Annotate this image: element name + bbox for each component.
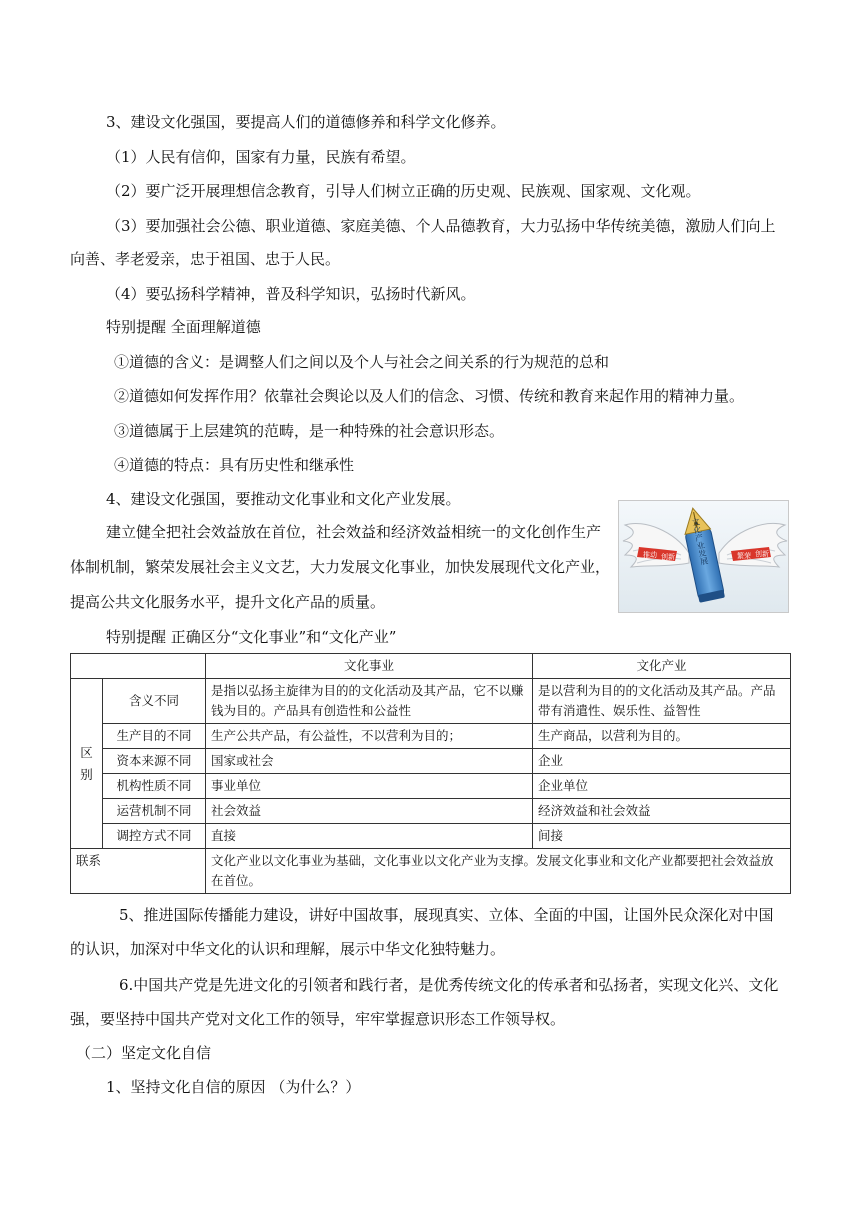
- table-row: [71, 824, 791, 849]
- item3-title: 3、建设文化强国，要提高人们的道德修养和科学文化修养。: [106, 113, 506, 131]
- table-cell: 社会效益: [206, 799, 533, 824]
- table-cell: 间接: [533, 824, 791, 849]
- table-cell: 是以营利为目的的文化活动及其产品。产品带有消遣性、娱乐性、益智性: [533, 679, 791, 724]
- tip-title-morality: 特别提醒 全面理解道德: [106, 318, 261, 336]
- winged-pen-icon: [619, 501, 789, 613]
- svg-text:创新: 创新: [661, 553, 675, 561]
- item3-point2: （2）要广泛开展理想信念教育，引导人们树立正确的历史观、民族观、国家观、文化观。: [106, 182, 701, 200]
- table-group-label-difference: 区 别: [71, 679, 103, 849]
- table-row: [71, 799, 791, 824]
- table-row-label: 含义不同: [103, 679, 206, 724]
- item3-point3: （3）要加强社会公德、职业道德、家庭美德、个人品德教育，大力弘扬中华传统美德，激励人们向上: [106, 217, 776, 235]
- item4-line2: 体制机制，繁荣发展社会主义文艺，大力发展文化事业，加快发展现代文化产业，: [70, 558, 611, 576]
- table-row-label: 运营机制不同: [103, 799, 206, 824]
- culture-comparison-table: [70, 653, 791, 894]
- item6-line2: 强，要坚持中国共产党对文化工作的领导，牢牢掌握意识形态工作领导权。: [70, 1010, 566, 1028]
- table-cell: 直接: [206, 824, 533, 849]
- table-cell: 生产商品，以营利为目的。: [533, 724, 791, 749]
- item3-point3-cont: 向善、孝老爱亲，忠于祖国、忠于人民。: [70, 250, 341, 268]
- item5-line1: 5、推进国际传播能力建设，讲好中国故事，展现真实、立体、全面的中国，让国外民众深化对中国: [119, 906, 774, 924]
- table-row: [71, 679, 791, 724]
- table-cell: 企业单位: [533, 774, 791, 799]
- tip-title-culture: 特别提醒 正确区分“文化事业”和“文化产业”: [106, 628, 397, 646]
- table-row-label: 资本来源不同: [103, 749, 206, 774]
- item3-point4: （4）要弘扬科学精神，普及科学知识，弘扬时代新风。: [106, 285, 476, 303]
- table-cell: 生产公共产品，有公益性，不以营利为目的；: [206, 724, 533, 749]
- table-cell: 企业: [533, 749, 791, 774]
- tip-morality-1: ①道德的含义：是调整人们之间以及个人与社会之间关系的行为规范的总和: [114, 353, 610, 371]
- table-row: [71, 724, 791, 749]
- svg-text:推动: 推动: [643, 551, 657, 559]
- tip-morality-3: ③道德属于上层建筑的范畴，是一种特殊的社会意识形态。: [114, 422, 505, 440]
- table-header-cultural-industry: 文化产业: [533, 654, 791, 679]
- svg-text:文化产业发展: 文化产业发展: [690, 517, 710, 566]
- table-row-label: 机构性质不同: [103, 774, 206, 799]
- table-cell: 是指以弘扬主旋律为目的的文化活动及其产品，它不以赚钱为目的。产品具有创造性和公益性: [206, 679, 533, 724]
- table-row: [71, 749, 791, 774]
- item6-line1: 6.中国共产党是先进文化的引领者和践行者，是优秀传统文化的传承者和弘扬者，实现文化兴、文化: [119, 976, 779, 994]
- table-header-cultural-undertakings: 文化事业: [206, 654, 533, 679]
- table-cell: 事业单位: [206, 774, 533, 799]
- table-row: [71, 774, 791, 799]
- table-cell: 经济效益和社会效益: [533, 799, 791, 824]
- item4-title: 4、建设文化强国，要推动文化事业和文化产业发展。: [106, 490, 461, 508]
- svg-text:繁荣: 繁荣: [737, 552, 751, 560]
- table-cell: 国家或社会: [206, 749, 533, 774]
- item5-line2: 的认识，加深对中华文化的认识和理解，展示中华文化独特魅力。: [70, 940, 506, 958]
- tip-morality-4: ④道德的特点：具有历史性和继承性: [114, 456, 355, 474]
- table-corner-cell: [71, 654, 206, 679]
- item3-point1: （1）人民有信仰，国家有力量，民族有希望。: [106, 148, 416, 166]
- part2-title: （二）坚定文化自信: [76, 1044, 212, 1062]
- table-header-row: [71, 654, 791, 679]
- item4-line3: 提高公共文化服务水平，提升文化产品的质量。: [70, 593, 386, 611]
- tip-morality-2: ②道德如何发挥作用？依靠社会舆论以及人们的信念、习惯、传统和教育来起作用的精神力量。: [114, 387, 745, 405]
- table-row-label: 调控方式不同: [103, 824, 206, 849]
- table-row-label: 生产目的不同: [103, 724, 206, 749]
- table-link-text: 文化产业以文化事业为基础，文化事业以文化产业为支撑。发展文化事业和文化产业都要把社会效益放在首位。: [206, 849, 791, 894]
- item4-line1: 建立健全把社会效益放在首位，社会效益和经济效益相统一的文化创作生产: [106, 523, 602, 541]
- part2-subtitle: 1、坚持文化自信的原因 （为什么？）: [106, 1078, 361, 1096]
- table-link-label: 联系: [71, 849, 206, 894]
- culture-industry-illustration: [618, 500, 789, 613]
- svg-text:创新: 创新: [755, 550, 769, 558]
- table-link-row: [71, 849, 791, 894]
